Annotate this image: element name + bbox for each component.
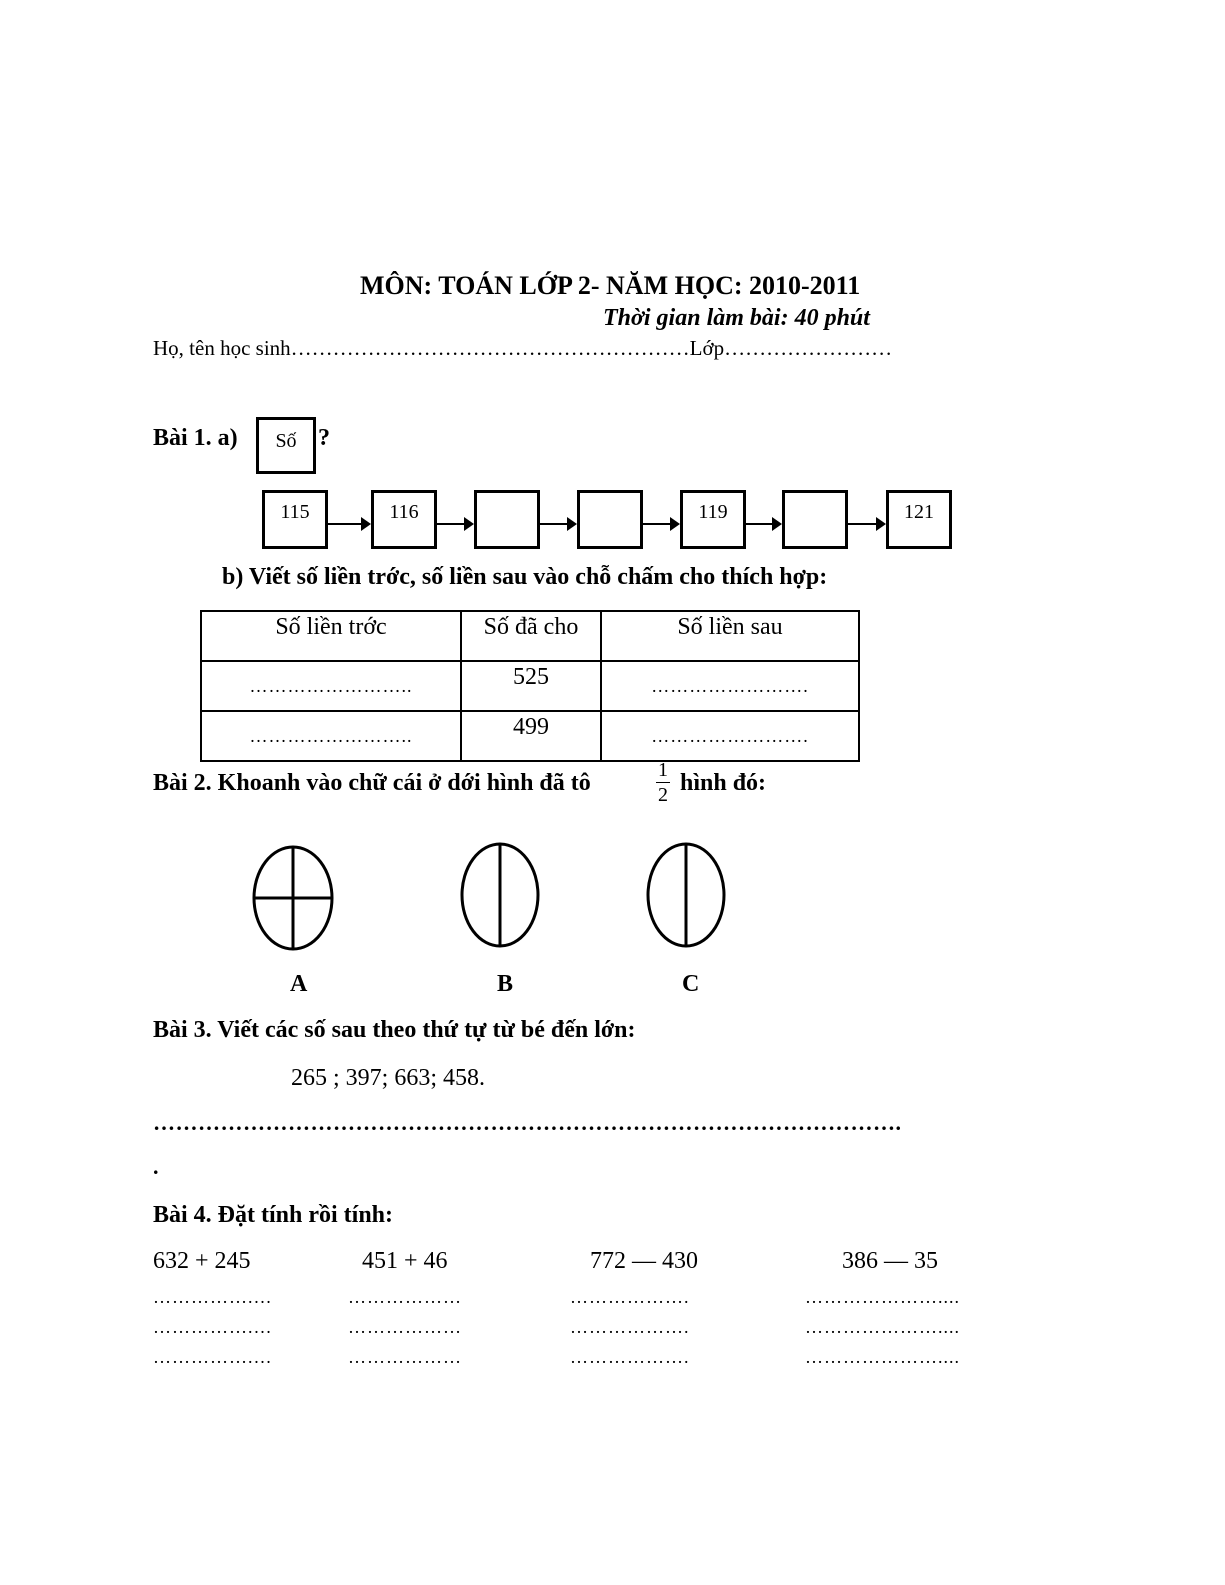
shape-label-b[interactable]: B xyxy=(497,971,514,997)
work-dots[interactable]: ………………. xyxy=(570,1287,690,1307)
work-dots[interactable]: ……………… xyxy=(348,1347,462,1367)
bai3-answer-line[interactable]: ………………………………………………………………………………………. xyxy=(153,1110,902,1135)
shapes-figure xyxy=(0,830,1225,970)
chain-box xyxy=(371,490,437,549)
work-dots[interactable]: ……………… xyxy=(348,1317,462,1337)
name-line: Họ, tên học sinh…………………………………………………Lớp…………………… xyxy=(153,336,893,360)
question-mark: ? xyxy=(318,425,330,451)
expression: 772 — 430 xyxy=(590,1248,698,1274)
work-dots[interactable]: ……………… xyxy=(348,1287,462,1307)
chain-box-value: 119 xyxy=(698,501,728,523)
work-dots[interactable]: ………………….... xyxy=(805,1287,960,1307)
chain-box[interactable] xyxy=(577,490,643,549)
so-box xyxy=(256,417,316,474)
work-dots[interactable]: ………………….... xyxy=(805,1317,960,1337)
chain-box-value: 115 xyxy=(280,501,310,523)
answer-cell[interactable]: …………………….. xyxy=(201,711,461,761)
chain-box-value: 116 xyxy=(389,501,419,523)
header-cell: Số liền trớc xyxy=(201,611,461,661)
shape-c xyxy=(648,844,724,946)
chain-box xyxy=(680,490,746,549)
arrow-icon xyxy=(540,523,575,525)
shape-label-a[interactable]: A xyxy=(290,971,308,997)
work-dots[interactable]: …………….… xyxy=(153,1317,273,1337)
chain-box xyxy=(262,490,328,549)
shape-b xyxy=(462,844,538,946)
bai3-label: Bài 3. Viết các số sau theo thứ tự từ bé đến lớn: xyxy=(153,1017,636,1043)
chain-box-value: 121 xyxy=(904,501,934,523)
bai4-label: Bài 4. Đặt tính rồi tính: xyxy=(153,1202,394,1228)
given-cell: 499 xyxy=(461,711,601,761)
arrow-icon xyxy=(643,523,678,525)
fraction xyxy=(656,760,670,805)
chain-box[interactable] xyxy=(474,490,540,549)
bai3-numbers: 265 ; 397; 663; 458. xyxy=(291,1065,486,1091)
arrow-icon xyxy=(746,523,780,525)
work-dots[interactable]: ………………. xyxy=(570,1317,690,1337)
given-cell: 525 xyxy=(461,661,601,711)
neighbor-table xyxy=(200,610,860,762)
bai1b-label: b) Viết số liền trớc, số liền sau vào chỗ chấm cho thích hợp: xyxy=(222,564,828,590)
bai3-trailing-dot: . xyxy=(153,1154,159,1179)
time-limit: Thời gian làm bài: 40 phút xyxy=(603,305,870,331)
fraction-denominator: 2 xyxy=(658,784,668,806)
expression: 451 + 46 xyxy=(362,1248,448,1274)
arrow-icon xyxy=(437,523,472,525)
arrow-icon xyxy=(848,523,884,525)
shape-label-c[interactable]: C xyxy=(682,971,700,997)
answer-cell[interactable]: ……………………. xyxy=(601,711,859,761)
work-dots[interactable]: ………………….... xyxy=(805,1347,960,1367)
expression: 632 + 245 xyxy=(153,1248,251,1274)
work-dots[interactable]: …………….… xyxy=(153,1287,273,1307)
bai2-suffix: hình đó: xyxy=(680,770,767,796)
bai1-label: Bài 1. a) xyxy=(153,425,238,451)
arrow-icon xyxy=(328,523,369,525)
title: MÔN: TOÁN LỚP 2- NĂM HỌC: 2010-2011 xyxy=(360,271,861,300)
answer-cell[interactable]: ……………………. xyxy=(601,661,859,711)
work-dots[interactable]: …………….… xyxy=(153,1347,273,1367)
answer-cell[interactable]: …………………….. xyxy=(201,661,461,711)
fraction-bar xyxy=(656,782,670,783)
header-cell: Số đã cho xyxy=(461,611,601,661)
expression: 386 — 35 xyxy=(842,1248,938,1274)
chain-box[interactable] xyxy=(782,490,848,549)
bai2-label: Bài 2. Khoanh vào chữ cái ở dới hình đã tô xyxy=(153,770,591,796)
header-cell: Số liền sau xyxy=(601,611,859,661)
work-dots[interactable]: ………………. xyxy=(570,1347,690,1367)
chain-box xyxy=(886,490,952,549)
fraction-numerator: 1 xyxy=(658,759,668,781)
so-box-label: Số xyxy=(275,430,297,452)
shape-a xyxy=(254,847,332,949)
